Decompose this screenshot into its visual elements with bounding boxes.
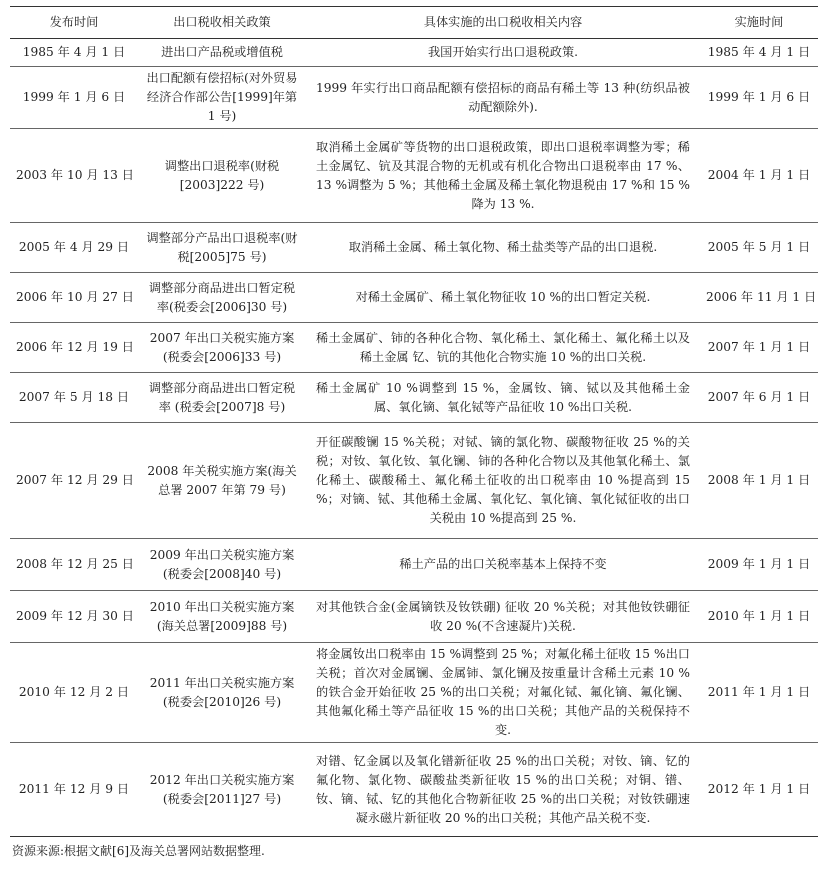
table-row (10, 273, 818, 323)
implement-date-cell: 2007 年 1 月 1 日 (700, 323, 818, 373)
header-policy: 出口税收相关政策 (138, 7, 306, 39)
implement-date-cell: 2011 年 1 月 1 日 (700, 643, 818, 743)
table-row (10, 423, 818, 539)
implement-date-cell: 2008 年 1 月 1 日 (700, 423, 818, 539)
publish-date-cell: 2009 年 12 月 30 日 (10, 591, 138, 643)
policy-cell: 2007 年出口关税实施方案(税委会[2006]33 号) (138, 323, 306, 373)
content-cell: 对镨、钇金属以及氧化镨新征收 25 %的出口关税；对钕、镝、钇的氟化物、氯化物、碳酸盐类新征收 15 %的出口关税；对铜、镨、钕、镝、铽、钇的其他化合物新征收 25 %的出口关税；对钕铁硼速凝永磁片新征收 20 %的出口关税；其他产品关税不变. (306, 743, 700, 837)
header-implement-date: 实施时间 (700, 7, 818, 39)
policy-cell: 2009 年出口关税实施方案(税委会[2008]40 号) (138, 539, 306, 591)
policy-cell: 2010 年出口关税实施方案(海关总署[2009]88 号) (138, 591, 306, 643)
policy-cell: 调整部分商品进出口暂定税率 (税委会[2007]8 号) (138, 373, 306, 423)
content-cell: 开征碳酸镧 15 %关税；对铽、镝的氯化物、碳酸物征收 25 %的关税；对钕、氧化钕、氧化镧、铈的各种化合物以及其他氧化稀土、氯化稀土、碳酸稀土、氟化稀土征收的出口税率由 10 %提高到 15 %；对镝、铽、其他稀土金属、氧化钇、氧化镝、氧化铽征收的出口关税由 10 %提高到 25 %. (306, 423, 700, 539)
table-row (10, 67, 818, 129)
content-cell: 我国开始实行出口退税政策. (306, 39, 700, 67)
policy-cell: 调整部分产品出口退税率(财税[2005]75 号) (138, 223, 306, 273)
policy-cell: 2012 年出口关税实施方案(税委会[2011]27 号) (138, 743, 306, 837)
policy-cell: 调整出口退税率(财税[2003]222 号) (138, 129, 306, 223)
table-row (10, 743, 818, 837)
table-header-row (10, 7, 818, 39)
export-tax-policy-table (10, 6, 818, 837)
policy-cell: 2011 年出口关税实施方案(税委会[2010]26 号) (138, 643, 306, 743)
content-cell: 将金属钕出口税率由 15 %调整到 25 %；对氟化稀土征收 15 %出口关税；首次对金属镧、金属铈、氯化镧及按重量计含稀土元素 10 %的铁合金开始征收 25 %的出口关税；对氟化铽、氟化镝、氟化镧、其他氟化稀土等产品征收 15 %的出口关税；其他产品的关税保持不变. (306, 643, 700, 743)
implement-date-cell: 2006 年 11 月 1 日 (700, 273, 818, 323)
implement-date-cell: 1999 年 1 月 6 日 (700, 67, 818, 129)
implement-date-cell: 2009 年 1 月 1 日 (700, 539, 818, 591)
publish-date-cell: 2006 年 10 月 27 日 (10, 273, 138, 323)
publish-date-cell: 1999 年 1 月 6 日 (10, 67, 138, 129)
publish-date-cell: 2007 年 12 月 29 日 (10, 423, 138, 539)
table-row (10, 643, 818, 743)
publish-date-cell: 2006 年 12 月 19 日 (10, 323, 138, 373)
table-row (10, 129, 818, 223)
document-body (10, 6, 818, 859)
table-row (10, 323, 818, 373)
content-cell: 取消稀土金属、稀土氧化物、稀土盐类等产品的出口退税. (306, 223, 700, 273)
content-cell: 1999 年实行出口商品配额有偿招标的商品有稀土等 13 种(纺织品被动配额除外). (306, 67, 700, 129)
publish-date-cell: 2003 年 10 月 13 日 (10, 129, 138, 223)
policy-cell: 出口配额有偿招标(对外贸易经济合作部公告[1999]年第 1 号) (138, 67, 306, 129)
source-note: 资源来源:根据文献[6]及海关总署网站数据整理. (12, 844, 265, 858)
publish-date-cell: 2010 年 12 月 2 日 (10, 643, 138, 743)
policy-cell: 2008 年关税实施方案(海关总署 2007 年第 79 号) (138, 423, 306, 539)
header-publish-date: 发布时间 (10, 7, 138, 39)
publish-date-cell: 2008 年 12 月 25 日 (10, 539, 138, 591)
publish-date-cell: 2007 年 5 月 18 日 (10, 373, 138, 423)
table-row (10, 373, 818, 423)
content-cell: 对其他铁合金(金属镝铁及钕铁硼) 征收 20 %关税；对其他钕铁硼征收 20 %(不含速凝片)关税. (306, 591, 700, 643)
content-cell: 稀土金属矿、铈的各种化合物、氧化稀土、氯化稀土、氟化稀土以及稀土金属 钇、钪的其他化合物实施 10 %的出口关税. (306, 323, 700, 373)
table-row (10, 39, 818, 67)
table-row (10, 591, 818, 643)
content-cell: 对稀土金属矿、稀土氧化物征收 10 %的出口暂定关税. (306, 273, 700, 323)
implement-date-cell: 2005 年 5 月 1 日 (700, 223, 818, 273)
content-cell: 稀土金属矿 10 %调整到 15 %，金属钕、镝、铽以及其他稀土金属、氧化镝、氧化铽等产品征收 10 %出口关税. (306, 373, 700, 423)
publish-date-cell: 2005 年 4 月 29 日 (10, 223, 138, 273)
table-row (10, 539, 818, 591)
implement-date-cell: 2004 年 1 月 1 日 (700, 129, 818, 223)
content-cell: 稀土产品的出口关税率基本上保持不变 (306, 539, 700, 591)
implement-date-cell: 2010 年 1 月 1 日 (700, 591, 818, 643)
content-cell: 取消稀土金属矿等货物的出口退税政策，即出口退税率调整为零；稀土金属钇、钪及其混合物的无机或有机化合物出口退税率由 17 %、13 %调整为 5 %；其他稀土金属及稀土氧化物退税由 17 %和 15 %降为 13 %. (306, 129, 700, 223)
publish-date-cell: 1985 年 4 月 1 日 (10, 39, 138, 67)
publish-date-cell: 2011 年 12 月 9 日 (10, 743, 138, 837)
implement-date-cell: 2007 年 6 月 1 日 (700, 373, 818, 423)
policy-cell: 进出口产品税或增值税 (138, 39, 306, 67)
implement-date-cell: 1985 年 4 月 1 日 (700, 39, 818, 67)
header-content: 具体实施的出口税收相关内容 (306, 7, 700, 39)
implement-date-cell: 2012 年 1 月 1 日 (700, 743, 818, 837)
table-row (10, 223, 818, 273)
policy-cell: 调整部分商品进出口暂定税率(税委会[2006]30 号) (138, 273, 306, 323)
table-body (10, 39, 818, 837)
